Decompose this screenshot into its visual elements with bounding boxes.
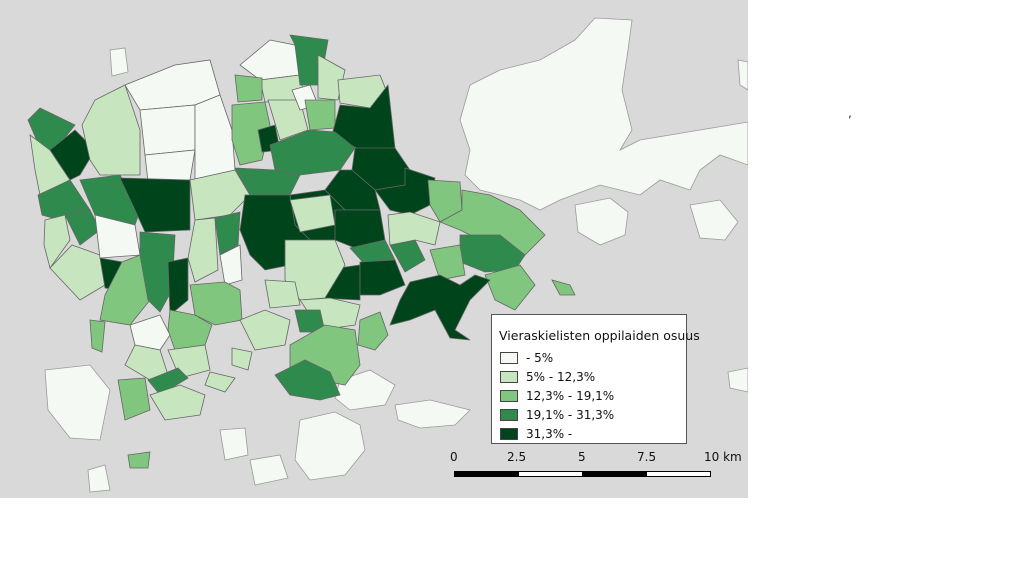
legend-title: Vieraskielisten oppilaiden osuus: [499, 328, 700, 343]
district-sw-12: [240, 310, 290, 350]
district-e-3: [430, 245, 465, 280]
legend-swatch: [500, 371, 518, 383]
legend-item: [500, 370, 595, 384]
district-island-west-2: [88, 465, 110, 492]
legend-label: 19,1% - 31,3%: [526, 408, 615, 422]
district-s-3: [358, 312, 388, 350]
scale-label: 7.5: [637, 450, 657, 464]
district-n-4: [145, 150, 195, 182]
district-sw-13: [232, 348, 252, 370]
scale-bar: [440, 450, 740, 490]
district-island-east-4: [738, 60, 748, 90]
legend-swatch: [500, 352, 518, 364]
legend-item: [500, 389, 614, 403]
district-sw-9: [205, 372, 235, 392]
district-island-east-1: [575, 198, 628, 245]
legend-label: 12,3% - 19,1%: [526, 389, 615, 403]
legend-label: - 5%: [526, 351, 554, 365]
legend-item: [500, 351, 553, 365]
scale-segment: [646, 471, 711, 477]
legend-swatch: [500, 409, 518, 421]
district-island-south-5: [250, 455, 288, 485]
district-nc-1: [240, 40, 300, 80]
legend-item: [500, 408, 614, 422]
district-sw-10: [90, 320, 105, 352]
scale-label: 5: [578, 450, 586, 464]
district-island-south-2: [395, 400, 470, 428]
legend-item: [500, 427, 572, 441]
district-nc-5: [235, 75, 262, 102]
legend-swatch: [500, 390, 518, 402]
scale-label: 2.5: [507, 450, 527, 464]
stray-mark: ,: [848, 106, 852, 120]
legend-label: 5% - 12,3%: [526, 370, 596, 384]
district-nc-10: [305, 100, 335, 130]
district-e-5: [552, 280, 575, 295]
district-sw-14: [265, 280, 300, 308]
district-sw-11: [128, 452, 150, 468]
scale-segment: [454, 471, 519, 477]
district-cd-10: [360, 260, 405, 295]
district-n-1: [82, 85, 140, 175]
district-c-7: [168, 258, 188, 315]
district-c-9: [188, 218, 218, 282]
district-island-north-1: [110, 48, 128, 76]
district-island-west-1: [45, 365, 110, 440]
scale-segment: [582, 471, 647, 477]
district-cd-12: [388, 212, 440, 245]
district-island-south-4: [220, 428, 248, 460]
map-legend: [491, 314, 700, 444]
district-n-3: [140, 105, 195, 155]
district-east-mainland: [460, 18, 748, 210]
scale-segment: [518, 471, 583, 477]
scale-label: 0: [450, 450, 458, 464]
district-sw-7: [118, 378, 150, 420]
legend-swatch: [500, 428, 518, 440]
district-island-east-3: [728, 368, 748, 392]
district-sw-3: [130, 315, 170, 350]
district-island-east-2: [690, 200, 738, 240]
district-island-south-1: [295, 412, 365, 480]
scale-label: 10 km: [704, 450, 742, 464]
legend-label: 31,3% -: [526, 427, 573, 441]
